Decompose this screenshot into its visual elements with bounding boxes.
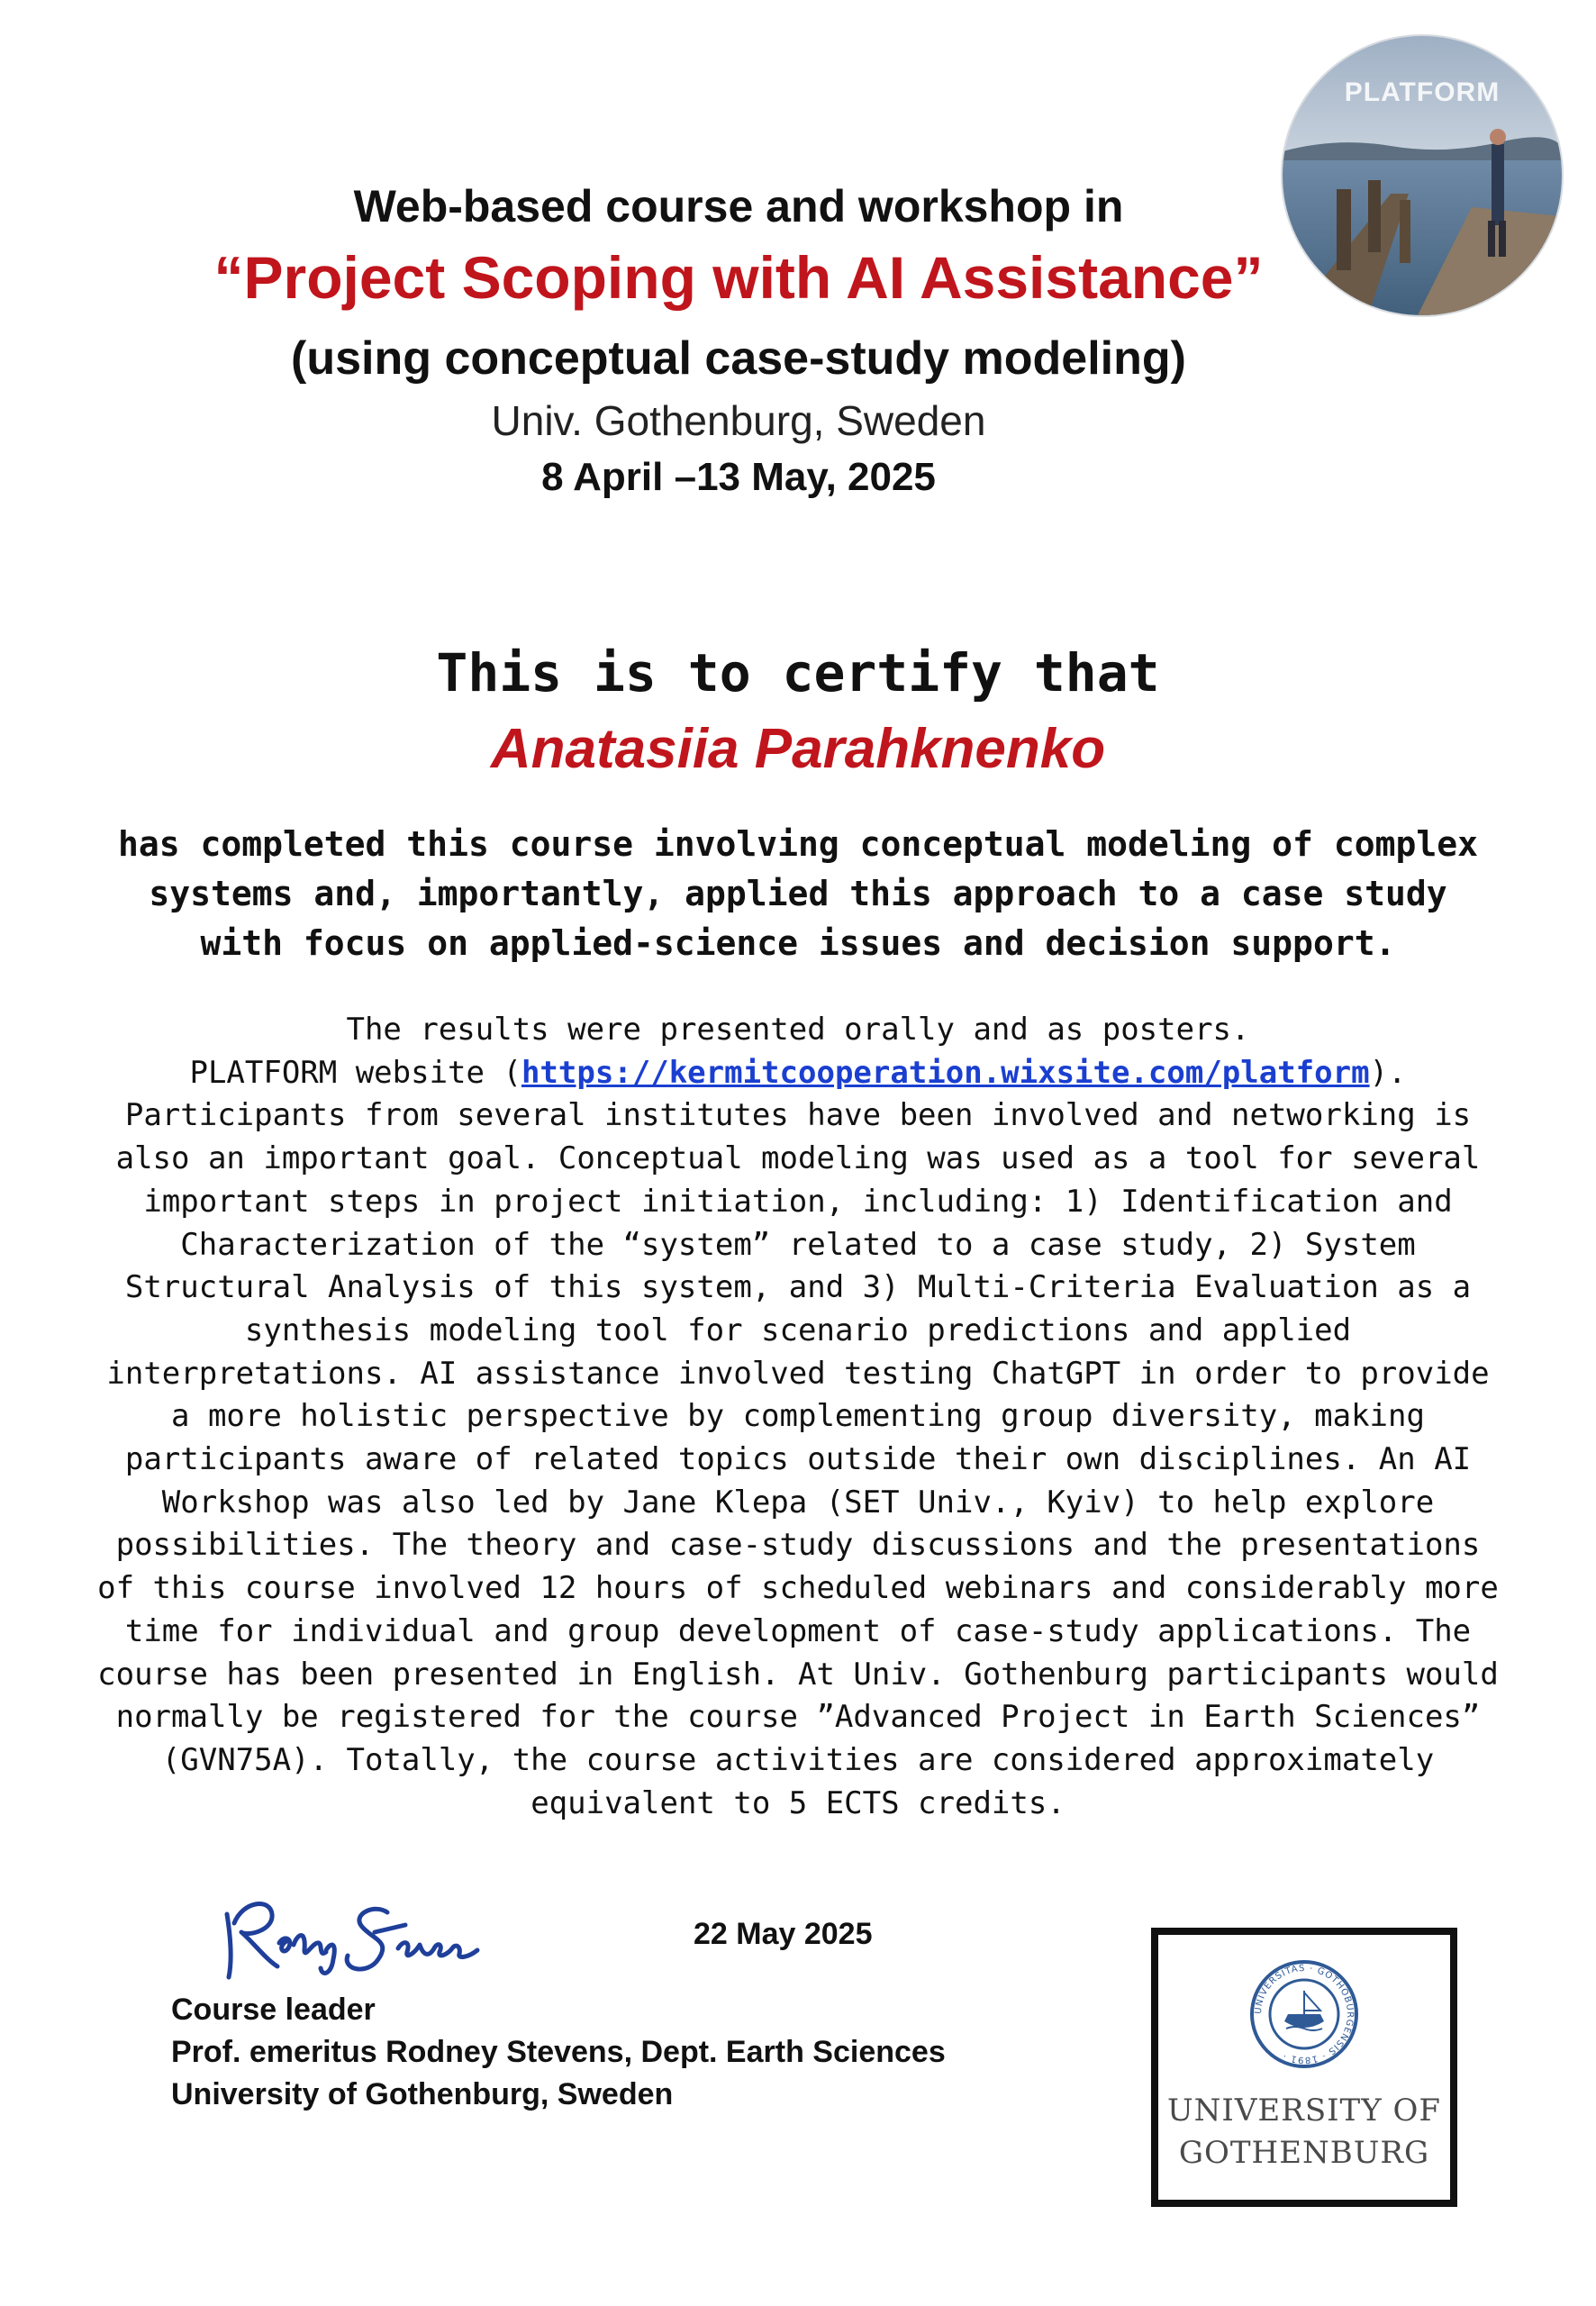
signature-image xyxy=(207,1887,495,1986)
completion-statement: has completed this course involving conceptual modeling of complex systems and, importantly, applied this approach to a case study with focus on applied-science issues and decision support. xyxy=(118,824,1478,963)
university-name-line2: GOTHENBURG xyxy=(1178,2135,1430,2171)
university-logo xyxy=(1151,1928,1457,2207)
details-body: Participants from several institutes have been involved and networking is also an important goal. Conceptual modeling was used as a tool for several important steps in project initiation, including: 1) Identification and Characterization of the “system” related to a case study, 2) System Structural Analysis of this system, and 3) Multi-Criteria Evaluation as a synthesis modeling tool for scenario predictions and applied interpretations. AI assistance involved testing ChatGPT in order to provide a more holistic perspective by complementing group diversity, making participants aware of related topics outside their own disciplines. An AI Workshop was also led by Jane Klepa (SET Univ., Kyiv) to help explore possibilities. The theory and case-study discussions and the presentations of this course involved 12 hours of scheduled webinars and considerably more time for individual and group development of case-study applications. The course has been presented in English. At Univ. Gothenburg participants would normally be registered for the course ”Advanced Project in Earth Sciences” (GVN75A). Totally, the course activities are considered approximately equivalent to 5 ECTS credits. xyxy=(97,1097,1499,1821)
course-title: “Project Scoping with AI Assistance” xyxy=(213,244,1264,311)
website-line xyxy=(90,1052,1506,1095)
participant-name: Anatasiia Parahknenko xyxy=(490,718,1106,780)
course-location: Univ. Gothenburg, Sweden xyxy=(491,397,986,444)
signatory-institution: University of Gothenburg, Sweden xyxy=(171,2077,674,2111)
course-subtitle: (using conceptual case-study modeling) xyxy=(291,332,1186,385)
signatory-name: Prof. emeritus Rodney Stevens, Dept. Earth Sciences xyxy=(171,2035,946,2069)
platform-logo-label: PLATFORM xyxy=(1344,77,1501,107)
course-dates: 8 April –13 May, 2025 xyxy=(541,455,936,499)
website-suffix: ). xyxy=(1369,1054,1407,1091)
website-prefix: PLATFORM website ( xyxy=(189,1054,521,1091)
course-details xyxy=(90,1009,1506,1825)
university-name-line1: UNIVERSITY OF xyxy=(1167,2093,1441,2129)
certify-statement: This is to certify that xyxy=(436,642,1160,704)
university-seal-icon xyxy=(1248,1958,1360,2070)
platform-website-link[interactable]: https://kermitcooperation.wixsite.com/platform xyxy=(521,1054,1370,1091)
course-type-heading: Web-based course and workshop in xyxy=(353,181,1124,232)
signatory-role: Course leader xyxy=(171,1993,376,2027)
signature-date: 22 May 2025 xyxy=(694,1917,873,1951)
platform-logo xyxy=(1283,36,1562,315)
results-line: The results were presented orally and as posters. xyxy=(346,1012,1250,1048)
svg-text:UNIVERSITAS · GOTHOBURGENSIS ·: UNIVERSITAS · GOTHOBURGENSIS · 1891 · xyxy=(1253,1963,1356,2065)
